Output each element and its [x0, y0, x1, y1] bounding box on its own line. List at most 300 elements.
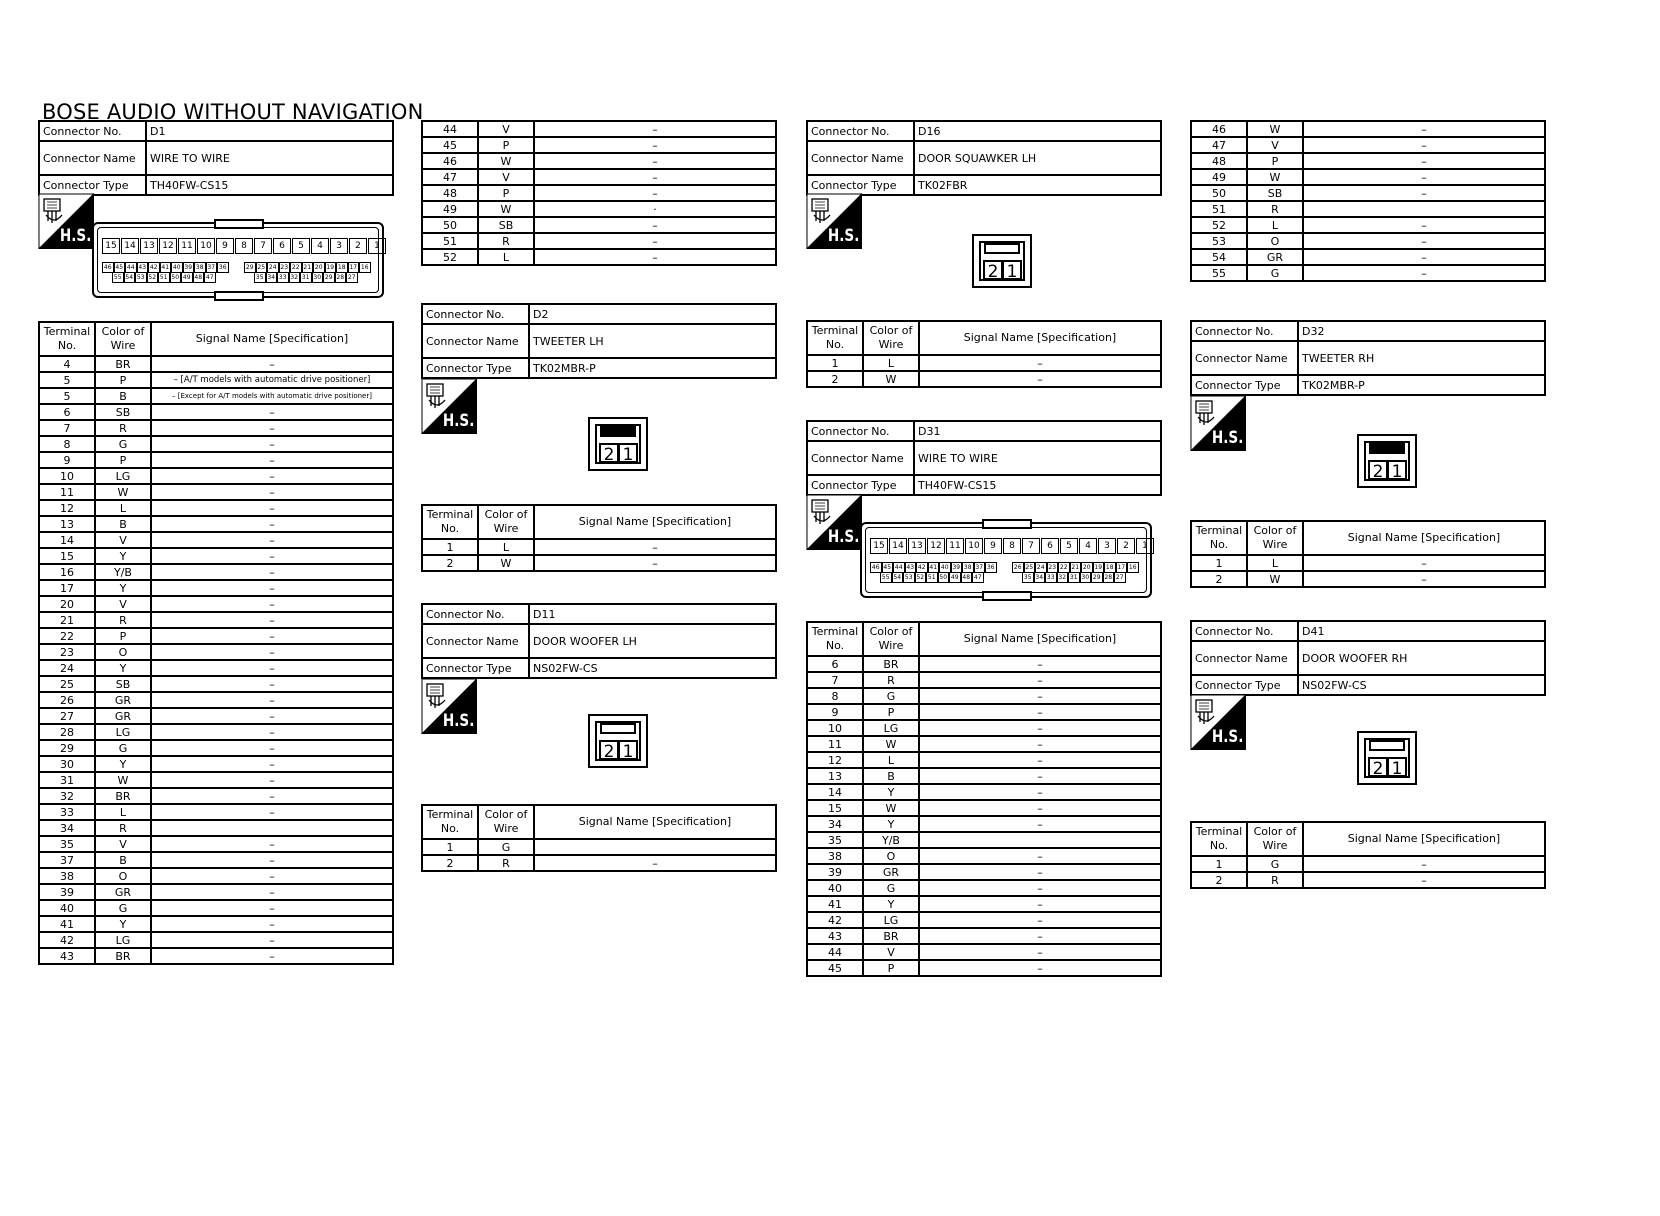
- color-col-header: Color of Wire: [478, 805, 534, 839]
- terminal-cell: 44: [422, 121, 478, 137]
- signal-cell: –: [151, 692, 393, 708]
- terminal-cell: 53: [1191, 233, 1247, 249]
- pin-cell: 2: [1368, 460, 1388, 480]
- signal-cell: –: [151, 724, 393, 740]
- connector-shell: [97, 227, 379, 293]
- pin-cell: 19: [326, 264, 335, 271]
- table-row: [1191, 555, 1545, 571]
- signal-cell: –: [919, 864, 1161, 880]
- signal-cell: –: [534, 539, 776, 555]
- table-row: [39, 628, 393, 644]
- terminal-cell: 11: [807, 736, 863, 752]
- terminal-cell: 45: [807, 960, 863, 976]
- wire-color-cell: W: [478, 201, 534, 217]
- wire-color-cell: R: [95, 820, 151, 836]
- connector-no-value: D16: [914, 121, 1161, 141]
- table-row: [807, 864, 1161, 880]
- signal-col-header: Signal Name [Specification]: [1303, 521, 1545, 555]
- pin-cell: 7: [1022, 538, 1040, 554]
- pin-cell: 53: [904, 574, 913, 581]
- connector-name-label: Connector Name: [1191, 641, 1298, 675]
- table-row: [39, 484, 393, 500]
- terminal-cell: 2: [1191, 571, 1247, 587]
- table-row: [39, 740, 393, 756]
- wire-color-cell: GR: [95, 708, 151, 724]
- wire-color-cell: G: [1247, 856, 1303, 872]
- table-row: [807, 672, 1161, 688]
- terminal-cell: 42: [39, 932, 95, 948]
- signal-cell: –: [151, 404, 393, 420]
- wire-color-cell: R: [1247, 872, 1303, 888]
- pin-cell: 13: [140, 238, 158, 254]
- pin-row: [880, 572, 984, 583]
- pin-table-header: [1191, 521, 1545, 555]
- connector-no-label: Connector No.: [1191, 621, 1298, 641]
- pin-cell: 28: [336, 274, 345, 281]
- pin-cell: 44: [126, 264, 135, 271]
- connector-no-label: Connector No.: [807, 121, 914, 141]
- pin-cell: 38: [963, 564, 972, 571]
- signal-cell: –: [534, 153, 776, 169]
- pin-cell: 24: [268, 264, 277, 271]
- d2-pin-table: [421, 504, 777, 572]
- signal-cell: –: [1303, 233, 1545, 249]
- pin-cell: 4: [1079, 538, 1097, 554]
- wire-color-cell: L: [1247, 555, 1303, 571]
- pin-cell: 26: [1013, 564, 1022, 571]
- wire-color-cell: O: [1247, 233, 1303, 249]
- signal-cell: –: [151, 516, 393, 532]
- connector-no-value: D2: [529, 304, 776, 324]
- d16-connector-face: [972, 234, 1032, 288]
- wire-color-cell: G: [863, 880, 919, 896]
- d1-continued-pin-table: [421, 120, 777, 266]
- pin-cell: 43: [906, 564, 915, 571]
- pin-cell: 31: [301, 274, 310, 281]
- connector-name-row: [807, 141, 1161, 175]
- signal-cell: –: [534, 185, 776, 201]
- table-row: [807, 880, 1161, 896]
- connector-no-label: Connector No.: [422, 604, 529, 624]
- d41-connector-face: [1357, 731, 1417, 785]
- hs-label: H.S.: [1211, 428, 1243, 448]
- pin-cell: 8: [1003, 538, 1021, 554]
- pin-cell: 55: [881, 574, 890, 581]
- wire-color-cell: LG: [863, 720, 919, 736]
- terminal-cell: 48: [1191, 153, 1247, 169]
- terminal-col-header: Terminal No.: [807, 622, 863, 656]
- signal-cell: –: [919, 355, 1161, 371]
- wire-color-cell: G: [95, 900, 151, 916]
- pin-cell: 16: [360, 264, 369, 271]
- pin-cell: 2: [599, 443, 619, 463]
- terminal-cell: 2: [422, 855, 478, 871]
- wire-color-cell: W: [478, 153, 534, 169]
- pin-cell: 2: [599, 740, 619, 760]
- table-row: [1191, 233, 1545, 249]
- terminal-cell: 34: [39, 820, 95, 836]
- d31-connector-face: [860, 522, 1152, 598]
- terminal-cell: 16: [39, 564, 95, 580]
- terminal-cell: 47: [422, 169, 478, 185]
- pin-cell: 32: [1058, 574, 1067, 581]
- table-row: [422, 121, 776, 137]
- wire-color-cell: SB: [478, 217, 534, 233]
- pin-cell: 20: [1082, 564, 1091, 571]
- pin-cell: 1: [1002, 260, 1022, 280]
- table-row: [807, 688, 1161, 704]
- terminal-cell: 46: [422, 153, 478, 169]
- signal-cell: ·: [534, 201, 776, 217]
- signal-cell: –: [919, 656, 1161, 672]
- table-row: [39, 388, 393, 404]
- wire-color-cell: Y: [863, 816, 919, 832]
- wire-color-cell: V: [95, 596, 151, 612]
- connector-type-label: Connector Type: [1191, 375, 1298, 395]
- terminal-cell: 43: [39, 948, 95, 964]
- terminal-cell: 8: [39, 436, 95, 452]
- table-row: [1191, 185, 1545, 201]
- d1-connector-face: [92, 222, 384, 298]
- pin-cell: 14: [121, 238, 139, 254]
- d1-pin-table: [38, 321, 394, 965]
- terminal-cell: 45: [422, 137, 478, 153]
- wire-color-cell: R: [863, 672, 919, 688]
- table-row: [422, 137, 776, 153]
- terminal-cell: 38: [39, 868, 95, 884]
- connector-latch-bottom: [214, 291, 264, 301]
- hand-harness-side-icon: [1190, 395, 1246, 451]
- signal-cell: –: [919, 944, 1161, 960]
- wire-color-cell: BR: [95, 356, 151, 372]
- terminal-cell: 13: [807, 768, 863, 784]
- signal-col-header: Signal Name [Specification]: [919, 622, 1161, 656]
- terminal-cell: 55: [1191, 265, 1247, 281]
- pin-cell: 34: [1035, 574, 1044, 581]
- signal-cell: [534, 839, 776, 855]
- signal-col-header: Signal Name [Specification]: [919, 321, 1161, 355]
- terminal-cell: 7: [807, 672, 863, 688]
- connector-name-label: Connector Name: [422, 624, 529, 658]
- table-row: [422, 855, 776, 871]
- wire-color-cell: W: [95, 484, 151, 500]
- hs-label: H.S.: [1211, 727, 1243, 747]
- pin-cell: 9: [216, 238, 234, 254]
- connector-no-row: [422, 304, 776, 324]
- pin-table-header: [807, 321, 1161, 355]
- table-row: [1191, 571, 1545, 587]
- hand-harness-side-icon: [421, 378, 477, 434]
- connector-latch: [600, 723, 636, 734]
- terminal-col-header: Terminal No.: [422, 505, 478, 539]
- terminal-cell: 51: [422, 233, 478, 249]
- table-row: [39, 596, 393, 612]
- table-row: [39, 644, 393, 660]
- terminal-cell: 27: [39, 708, 95, 724]
- terminal-cell: 31: [39, 772, 95, 788]
- pin-cell: 42: [149, 264, 158, 271]
- wire-color-cell: P: [95, 628, 151, 644]
- wire-color-cell: LG: [95, 468, 151, 484]
- table-row: [807, 371, 1161, 387]
- pin-cell: 33: [278, 274, 287, 281]
- wire-color-cell: Y: [95, 916, 151, 932]
- signal-cell: –: [151, 916, 393, 932]
- signal-cell: –: [919, 720, 1161, 736]
- wire-color-cell: BR: [863, 656, 919, 672]
- pin-cell: 48: [194, 274, 203, 281]
- hs-label: H.S.: [59, 226, 91, 246]
- connector-shell: [865, 527, 1147, 593]
- pin-cell: 38: [195, 264, 204, 271]
- wire-color-cell: V: [478, 169, 534, 185]
- d11-connector-face: [588, 714, 648, 768]
- table-row: [807, 800, 1161, 816]
- table-row: [39, 948, 393, 964]
- pin-cell: 1: [368, 238, 386, 254]
- pin-cell: 10: [197, 238, 215, 254]
- wire-color-cell: L: [863, 752, 919, 768]
- wire-color-cell: R: [1247, 201, 1303, 217]
- table-row: [39, 836, 393, 852]
- pin-cell: 53: [136, 274, 145, 281]
- pin-cell: 44: [894, 564, 903, 571]
- terminal-cell: 21: [39, 612, 95, 628]
- terminal-cell: 30: [39, 756, 95, 772]
- pin-table-header: [39, 322, 393, 356]
- table-row: [807, 704, 1161, 720]
- terminal-cell: 29: [39, 740, 95, 756]
- connector-type-row: [807, 475, 1161, 495]
- color-col-header: Color of Wire: [95, 322, 151, 356]
- pin-cell: 19: [1094, 564, 1103, 571]
- connector-no-row: [807, 421, 1161, 441]
- pin-cell: 50: [171, 274, 180, 281]
- pin-cell: 11: [178, 238, 196, 254]
- wire-color-cell: BR: [95, 948, 151, 964]
- connector-name-value: TWEETER RH: [1298, 341, 1545, 375]
- table-row: [807, 912, 1161, 928]
- terminal-cell: 50: [1191, 185, 1247, 201]
- wire-color-cell: W: [1247, 571, 1303, 587]
- terminal-cell: 43: [807, 928, 863, 944]
- pin-row: [254, 272, 358, 283]
- terminal-cell: 15: [39, 548, 95, 564]
- table-row: [807, 768, 1161, 784]
- signal-cell: –: [151, 948, 393, 964]
- signal-col-header: Signal Name [Specification]: [534, 505, 776, 539]
- hand-harness-side-icon: [806, 494, 862, 550]
- terminal-cell: 32: [39, 788, 95, 804]
- terminal-cell: 48: [422, 185, 478, 201]
- d11-connector-header: [421, 603, 777, 679]
- terminal-col-header: Terminal No.: [807, 321, 863, 355]
- wire-color-cell: GR: [1247, 249, 1303, 265]
- pin-table-header: [807, 622, 1161, 656]
- terminal-cell: 26: [39, 692, 95, 708]
- table-row: [422, 233, 776, 249]
- pin-cell: 6: [273, 238, 291, 254]
- pin-cell: 28: [1104, 574, 1113, 581]
- table-row: [39, 820, 393, 836]
- terminal-col-header: Terminal No.: [1191, 822, 1247, 856]
- table-row: [39, 532, 393, 548]
- signal-cell: –: [919, 928, 1161, 944]
- hand-harness-side-icon: [1190, 694, 1246, 750]
- pin-row-top: [102, 238, 387, 254]
- signal-cell: –: [1303, 249, 1545, 265]
- wire-color-cell: GR: [863, 864, 919, 880]
- wire-color-cell: GR: [95, 692, 151, 708]
- terminal-cell: 5: [39, 388, 95, 404]
- wire-color-cell: Y: [95, 548, 151, 564]
- terminal-cell: 39: [39, 884, 95, 900]
- pin-cell: 30: [1081, 574, 1090, 581]
- table-row: [39, 676, 393, 692]
- pin-cell: 33: [1046, 574, 1055, 581]
- wire-color-cell: W: [863, 371, 919, 387]
- pin-cell: 45: [883, 564, 892, 571]
- terminal-cell: 44: [807, 944, 863, 960]
- signal-cell: –: [151, 500, 393, 516]
- color-col-header: Color of Wire: [863, 622, 919, 656]
- signal-cell: –: [151, 548, 393, 564]
- connector-no-value: D11: [529, 604, 776, 624]
- signal-cell: –: [151, 660, 393, 676]
- signal-cell: – [Except for A/T models with automatic drive positioner]: [151, 388, 393, 404]
- signal-cell: –: [151, 484, 393, 500]
- table-row: [39, 788, 393, 804]
- table-row: [807, 784, 1161, 800]
- connector-no-label: Connector No.: [422, 304, 529, 324]
- signal-cell: –: [151, 612, 393, 628]
- signal-cell: [1303, 201, 1545, 217]
- terminal-cell: 2: [1191, 872, 1247, 888]
- table-row: [39, 436, 393, 452]
- terminal-cell: 8: [807, 688, 863, 704]
- table-row: [39, 420, 393, 436]
- pin-row-top: [870, 538, 1155, 554]
- signal-cell: –: [919, 371, 1161, 387]
- pin-cell: 37: [975, 564, 984, 571]
- connector-latch: [600, 426, 636, 437]
- pin-cell: 52: [148, 274, 157, 281]
- pin-cell: 50: [939, 574, 948, 581]
- terminal-cell: 35: [39, 836, 95, 852]
- connector-type-row: [1191, 375, 1545, 395]
- terminal-cell: 11: [39, 484, 95, 500]
- signal-cell: –: [534, 169, 776, 185]
- connector-no-label: Connector No.: [39, 121, 146, 141]
- signal-cell: –: [151, 420, 393, 436]
- pin-cell: 35: [255, 274, 264, 281]
- terminal-cell: 52: [422, 249, 478, 265]
- terminal-cell: 51: [1191, 201, 1247, 217]
- terminal-cell: 10: [39, 468, 95, 484]
- pin-cell: 40: [172, 264, 181, 271]
- wire-color-cell: P: [478, 137, 534, 153]
- pin-table-header: [1191, 822, 1545, 856]
- pin-cell: 46: [103, 264, 112, 271]
- pin-cell: 27: [1115, 574, 1124, 581]
- table-row: [807, 896, 1161, 912]
- d16-connector-header: [806, 120, 1162, 196]
- signal-cell: –: [534, 555, 776, 571]
- wire-color-cell: R: [478, 233, 534, 249]
- wire-color-cell: O: [863, 848, 919, 864]
- terminal-col-header: Terminal No.: [422, 805, 478, 839]
- signal-cell: –: [919, 736, 1161, 752]
- terminal-cell: 5: [39, 372, 95, 388]
- wire-color-cell: L: [478, 539, 534, 555]
- wire-color-cell: LG: [95, 724, 151, 740]
- pin-cell: 5: [1060, 538, 1078, 554]
- table-row: [39, 548, 393, 564]
- wire-color-cell: Y: [863, 896, 919, 912]
- d31-pin-table: [806, 621, 1162, 977]
- pin-cell: 15: [870, 538, 888, 554]
- connector-name-row: [39, 141, 393, 175]
- d32-pin-table: [1190, 520, 1546, 588]
- pin-cell: 36: [218, 264, 227, 271]
- table-row: [1191, 249, 1545, 265]
- connector-name-row: [422, 324, 776, 358]
- pin-cell: 22: [1059, 564, 1068, 571]
- d32-connector-face: [1357, 434, 1417, 488]
- signal-cell: –: [534, 249, 776, 265]
- table-row: [422, 839, 776, 855]
- pin-cell: 48: [962, 574, 971, 581]
- terminal-col-header: Terminal No.: [1191, 521, 1247, 555]
- connector-name-row: [422, 624, 776, 658]
- pin-table-header: [422, 505, 776, 539]
- connector-latch-top: [214, 219, 264, 229]
- signal-col-header: Signal Name [Specification]: [534, 805, 776, 839]
- table-row: [39, 372, 393, 388]
- connector-name-value: WIRE TO WIRE: [146, 141, 393, 175]
- table-row: [1191, 872, 1545, 888]
- terminal-cell: 39: [807, 864, 863, 880]
- wire-color-cell: Y/B: [95, 564, 151, 580]
- table-row: [39, 900, 393, 916]
- connector-latch-bottom: [982, 591, 1032, 601]
- pin-cell: 12: [927, 538, 945, 554]
- terminal-cell: 40: [807, 880, 863, 896]
- connector-no-label: Connector No.: [1191, 321, 1298, 341]
- pin-cell: 23: [1048, 564, 1057, 571]
- pin-cell: 20: [314, 264, 323, 271]
- wire-color-cell: W: [863, 800, 919, 816]
- signal-cell: –: [919, 688, 1161, 704]
- pin-cell: 43: [138, 264, 147, 271]
- terminal-cell: 24: [39, 660, 95, 676]
- terminal-cell: 47: [1191, 137, 1247, 153]
- signal-cell: –: [151, 772, 393, 788]
- terminal-cell: 10: [807, 720, 863, 736]
- terminal-cell: 35: [807, 832, 863, 848]
- pin-cell: 36: [986, 564, 995, 571]
- connector-name-label: Connector Name: [807, 141, 914, 175]
- pin-cell: 10: [965, 538, 983, 554]
- pin-cell: 9: [984, 538, 1002, 554]
- connector-name-row: [807, 441, 1161, 475]
- pin-cell: 54: [125, 274, 134, 281]
- terminal-cell: 12: [807, 752, 863, 768]
- pin-cell: 30: [313, 274, 322, 281]
- wire-color-cell: B: [95, 388, 151, 404]
- table-row: [1191, 121, 1545, 137]
- pin-cell: 4: [311, 238, 329, 254]
